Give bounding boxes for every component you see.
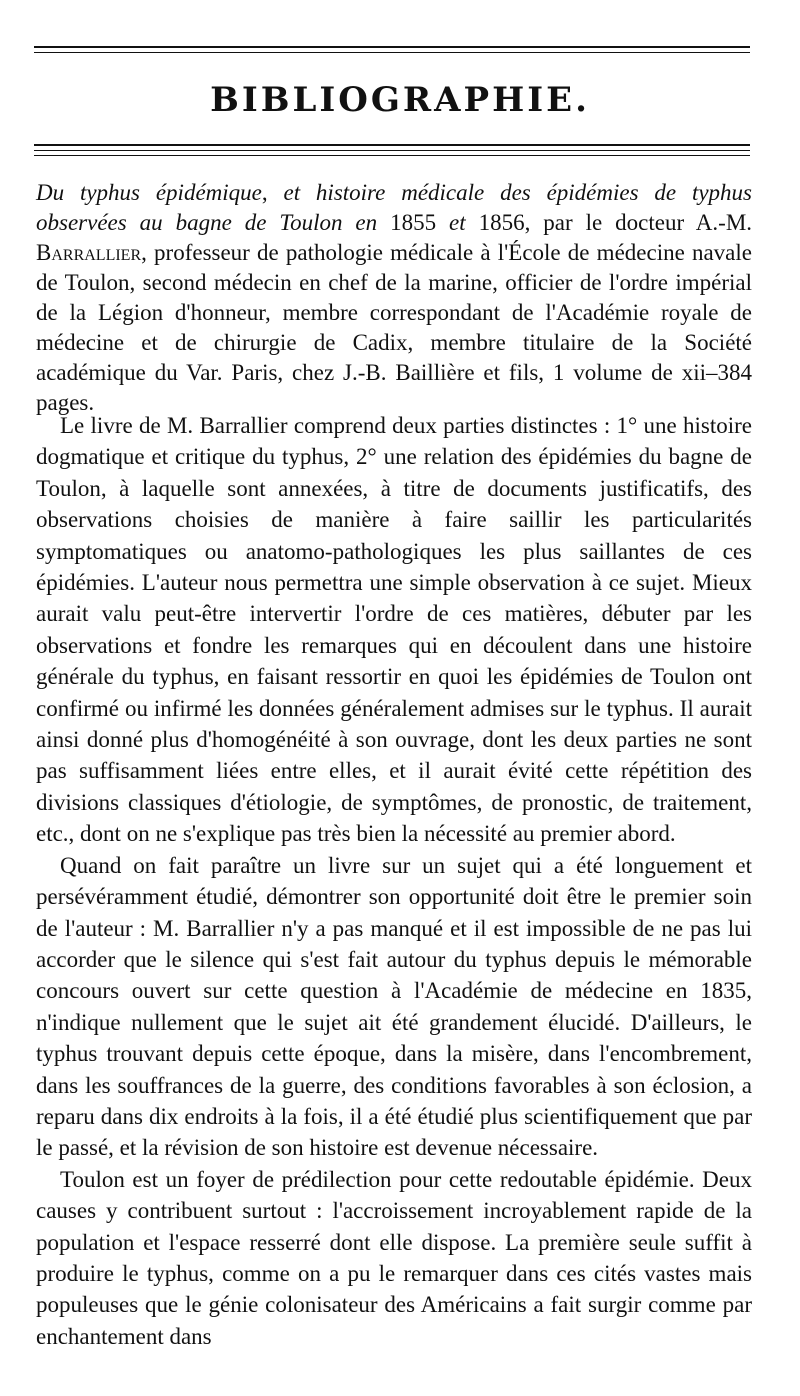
top-rule-thin [34,52,750,53]
entry-author: Barrallier [36,240,142,265]
entry-separator: , [261,180,284,205]
title-rule [34,144,750,146]
bibliographic-entry [36,178,752,418]
entry-title-part-2: et histoire médicale des épidémies de typhus observées au bagne de Toulon en [36,180,752,235]
title-rule-thin-2 [34,155,750,156]
top-rule [34,46,750,48]
entry-description: , professeur de pathologie médicale à l'École de médecine navale de Toulon, second médecin en chef de la marine, officier de l'ordre impérial de la Légion d'honneur, membre correspondant de l'Académie royale de médecine et de chirurgie de Cadix, membre titulaire de la Société académique du Var. Paris, chez J.-B. Baillière et fils, 1 volume de xii–384 pages. [36,240,752,415]
paragraph-1: Le livre de M. Barrallier comprend deux parties distinctes : 1° une histoire dogmatique et critique du typhus, 2° une relation des épidémies du bagne de Toulon, à laquelle sont annexées, à titre de documents justificatifs, des observations choisies de manière à faire saillir les particularités symptomatiques ou anatomo-pathologiques les plus saillantes de ces épidémies. L'auteur nous permettra une simple observation à ce sujet. Mieux aurait valu peut-être intervertir l'ordre de ces matières, débuter par les observations et fondre les remarques qui en découlent dans une histoire générale du typhus, en faisant ressortir en quoi les épidémies de Toulon ont confirmé ou infirmé les données généralement admises sur le typhus. Il aurait ainsi donné plus d'homogénéité à son ouvrage, dont les deux parties ne sont pas suffisamment liées entre elles, et il aurait évité cette répétition des divisions classiques d'étiologie, de symptômes, de pronostic, de traitement, etc., dont on ne s'explique pas très bien la nécessité au premier abord. [36,413,752,847]
review-body [36,410,752,1352]
entry-year-2: 1856, [465,210,544,235]
entry-year-1: 1855 [377,210,450,235]
entry-title-part-1: Du typhus épidémique [36,180,262,205]
entry-by: par le docteur A.-M. [543,210,753,235]
page-title: BIBLIOGRAPHIE. [210,80,590,120]
paragraph-3: Toulon est un foyer de prédilection pour cette redoutable épidémie. Deux causes y contribuent surtout : l'accroissement incroyablement rapide de la population et l'espace resserré dont elle dispose. La première seule suffit à produire le typhus, comme on a pu le remarquer dans ces cités vastes mais populeuses que le génie colonisateur des Américains a fait surgir comme par enchantement dans [36,1166,752,1349]
entry-title-part-3: et [449,210,466,235]
title-rule-thin [34,150,750,151]
paragraph-2: Quand on fait paraître un livre sur un sujet qui a été longuement et persévéramment étudié, démontrer son opportunité doit être le premier soin de l'auteur : M. Barrallier n'y a pas manqué et il est impossible de ne pas lui accorder que le silence qui s'est fait autour du typhus depuis le mémorable concours ouvert sur cette question à l'Académie de médecine en 1835, n'indique nullement que le sujet ait été grandement élucidé. D'ailleurs, le typhus trouvant depuis cette époque, dans la misère, dans l'encombrement, dans les souffrances de la guerre, des conditions favorables à son éclosion, a reparu dans dix endroits à la fois, il a été étudié plus scientifiquement que par le passé, et la révision de son histoire est devenue nécessaire. [36,852,752,1161]
